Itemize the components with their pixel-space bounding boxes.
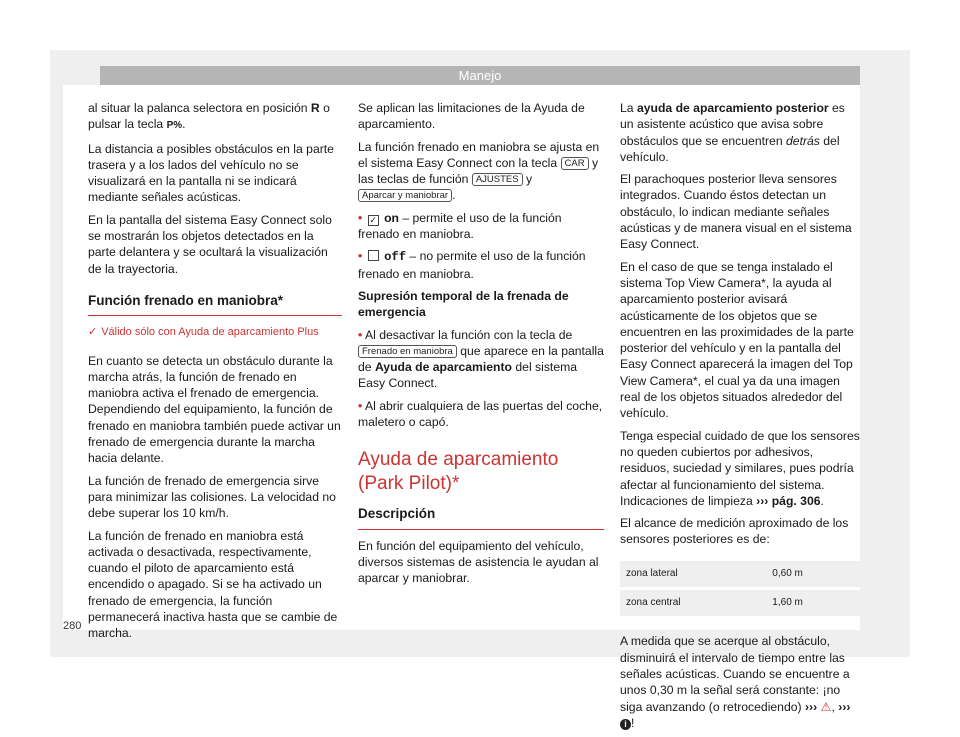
- paragraph: En la pantalla del sistema Easy Connect solo se mostrarán los objetos detectados en la parte delantera y se ocultará la visualización de la trayectoria.: [88, 212, 332, 276]
- reference-arrows[interactable]: ›››: [804, 699, 818, 714]
- unchecked-box-icon: [368, 250, 379, 261]
- page-number: 280: [63, 620, 82, 632]
- paragraph: El parachoques posterior lleva sensores integrados. Cuando éstos detectan un obstáculo, lo indican mediante señales acústicas y de manera visual en el sistema Easy Connect.: [620, 172, 852, 252]
- on-label: on: [384, 210, 399, 225]
- paragraph: En el caso de que se tenga instalado el sistema Top View Camera*, la ayuda al aparcamiento posterior avisará acústicamente de los objetos que se encuentren en las proximidades de la parte posterior del vehículo y en la pantalla del Easy Connect aparecerá la imagen del Top View Camera*, el cual ya da una imagen real de los objetos situados alrededor del vehículo.: [620, 259, 854, 421]
- subsection-heading: Función frenado en maniobra*: [88, 293, 342, 316]
- paragraph: En cuanto se detecta un obstáculo durante la marcha atrás, la función de frenado en maniobra activa el frenado de emergencia. Dependiendo del equipamiento, la función de frenado en maniobra también puede activar un frenado de emergencia durante la marcha hacia delante.: [88, 353, 341, 466]
- text: A medida que se acerque al obstáculo, disminuirá el intervalo de tiempo entre las señales acústicas. Cuando se encuentre a unos 0,30 m la señal será constante: ¡no siga avanzando (o retrocediendo): [620, 634, 850, 714]
- ajustes-key: AJUSTES: [472, 173, 523, 186]
- car-key: CAR: [561, 157, 589, 170]
- table-cell-value: 0,60 m: [766, 561, 860, 587]
- bullet-item: [358, 327, 604, 392]
- text: y: [522, 172, 533, 187]
- text: .: [452, 188, 456, 203]
- aparcar-key: Aparcar y maniobrar: [358, 189, 452, 202]
- text: al situar la palanca selectora en posición: [88, 101, 311, 115]
- bullet-item: [358, 248, 604, 282]
- text-italic: detrás: [786, 133, 820, 148]
- check-icon: ✓: [88, 326, 98, 339]
- subsection-heading: Descripción: [358, 506, 604, 529]
- paragraph: [620, 100, 860, 165]
- gear-r-label: R: [310, 101, 320, 115]
- paragraph: La función de frenado de emergencia sirve para minimizar las colisiones. La velocidad no debe superar los 10 km/h.: [88, 473, 336, 521]
- paragraph: [88, 100, 342, 135]
- paragraph: Se aplican las limitaciones de la Ayuda de aparcamiento.: [358, 101, 585, 132]
- text: y las teclas de función: [358, 155, 599, 187]
- paragraph: [358, 139, 604, 204]
- bullet-item: [358, 210, 604, 243]
- table-row: [620, 590, 860, 616]
- text: o pulsar la tecla: [88, 101, 330, 132]
- section-header: Manejo: [100, 66, 860, 85]
- table-cell-value: 1,60 m: [766, 590, 860, 616]
- text: Supresión temporal de la frenada de emergencia: [358, 288, 569, 320]
- text: Tenga especial cuidado de que los sensores no queden cubiertos por adhesivos, residuos, suciedad y similares, pues podría afectar al funcionamiento del sistema. Indicaciones de limpieza: [620, 428, 860, 508]
- column-middle: [358, 100, 604, 593]
- text: ,: [831, 699, 839, 714]
- subheading: [358, 288, 604, 321]
- text: La: [620, 101, 637, 115]
- table-row: [620, 561, 860, 587]
- column-right: [620, 100, 860, 737]
- text: que aparece en la pantalla de: [358, 343, 604, 375]
- range-table: [620, 558, 860, 620]
- paragraph: [620, 633, 860, 731]
- paragraph: [620, 428, 860, 509]
- paragraph: La función de frenado en maniobra está activada o desactivada, respectivamente, cuando el piloto de aparcamiento está encendido o apagado. Si se ha activado un frenado de emergencia, la función permanecerá inactiva hasta que se cambie de marcha.: [88, 528, 338, 641]
- text: del sistema Easy Connect.: [358, 360, 578, 391]
- checked-box-icon: ✓: [369, 214, 377, 225]
- validity-note: [88, 324, 342, 340]
- validity-text: Válido sólo con Ayuda de aparcamiento Plus: [101, 326, 319, 339]
- text-bold: ayuda de aparcamiento posterior: [636, 101, 829, 115]
- warning-icon: ⚠: [820, 699, 832, 714]
- bullet-icon: •: [358, 249, 363, 264]
- table-cell-zone: zona central: [620, 590, 766, 616]
- text: La función frenado en maniobra se ajusta en el sistema Easy Connect con la tecla: [358, 139, 600, 170]
- bullet-item: [358, 398, 604, 431]
- park-assist-key-icon: P%: [166, 120, 183, 132]
- text: – permite el uso de la función frenado en maniobra.: [358, 210, 562, 242]
- text: .: [820, 493, 824, 508]
- bullet-icon: •: [358, 327, 363, 342]
- bullet-icon: •: [358, 398, 363, 413]
- text: del vehículo.: [620, 133, 840, 164]
- off-label: off: [384, 250, 407, 265]
- text: Al abrir cualquiera de las puertas del coche, maletero o capó.: [358, 398, 603, 430]
- reference-arrows[interactable]: ›››: [838, 699, 851, 714]
- text: es un asistente acústico que avisa sobre obstáculos que se encuentren: [620, 101, 845, 148]
- table-cell-zone: zona lateral: [620, 561, 766, 587]
- frenado-key: Frenado en maniobra: [358, 345, 457, 358]
- bullet-icon: •: [358, 210, 363, 225]
- paragraph: En función del equipamiento del vehículo, diversos sistemas de asistencia le ayudan al aparcar y maniobrar.: [358, 538, 599, 586]
- paragraph: El alcance de medición aproximado de los sensores posteriores es de:: [620, 516, 849, 547]
- page-reference-link[interactable]: ››› pág. 306: [756, 493, 821, 508]
- text: Al desactivar la función con la tecla de: [365, 327, 573, 342]
- section-title: Ayuda de aparcamiento (Park Pilot)*: [358, 449, 559, 495]
- paragraph: La distancia a posibles obstáculos en la parte trasera y a los lados del vehículo no se visualizará en la pantalla ni se indicará mediante señales acústicas.: [88, 141, 334, 205]
- info-icon: i: [620, 719, 631, 730]
- text: !: [631, 715, 635, 730]
- manual-page: [63, 85, 860, 730]
- column-left: [88, 100, 342, 648]
- text-bold: Ayuda de aparcamiento: [374, 360, 512, 375]
- text: .: [182, 117, 186, 132]
- text: – no permite el uso de la función frenado en maniobra.: [358, 249, 586, 281]
